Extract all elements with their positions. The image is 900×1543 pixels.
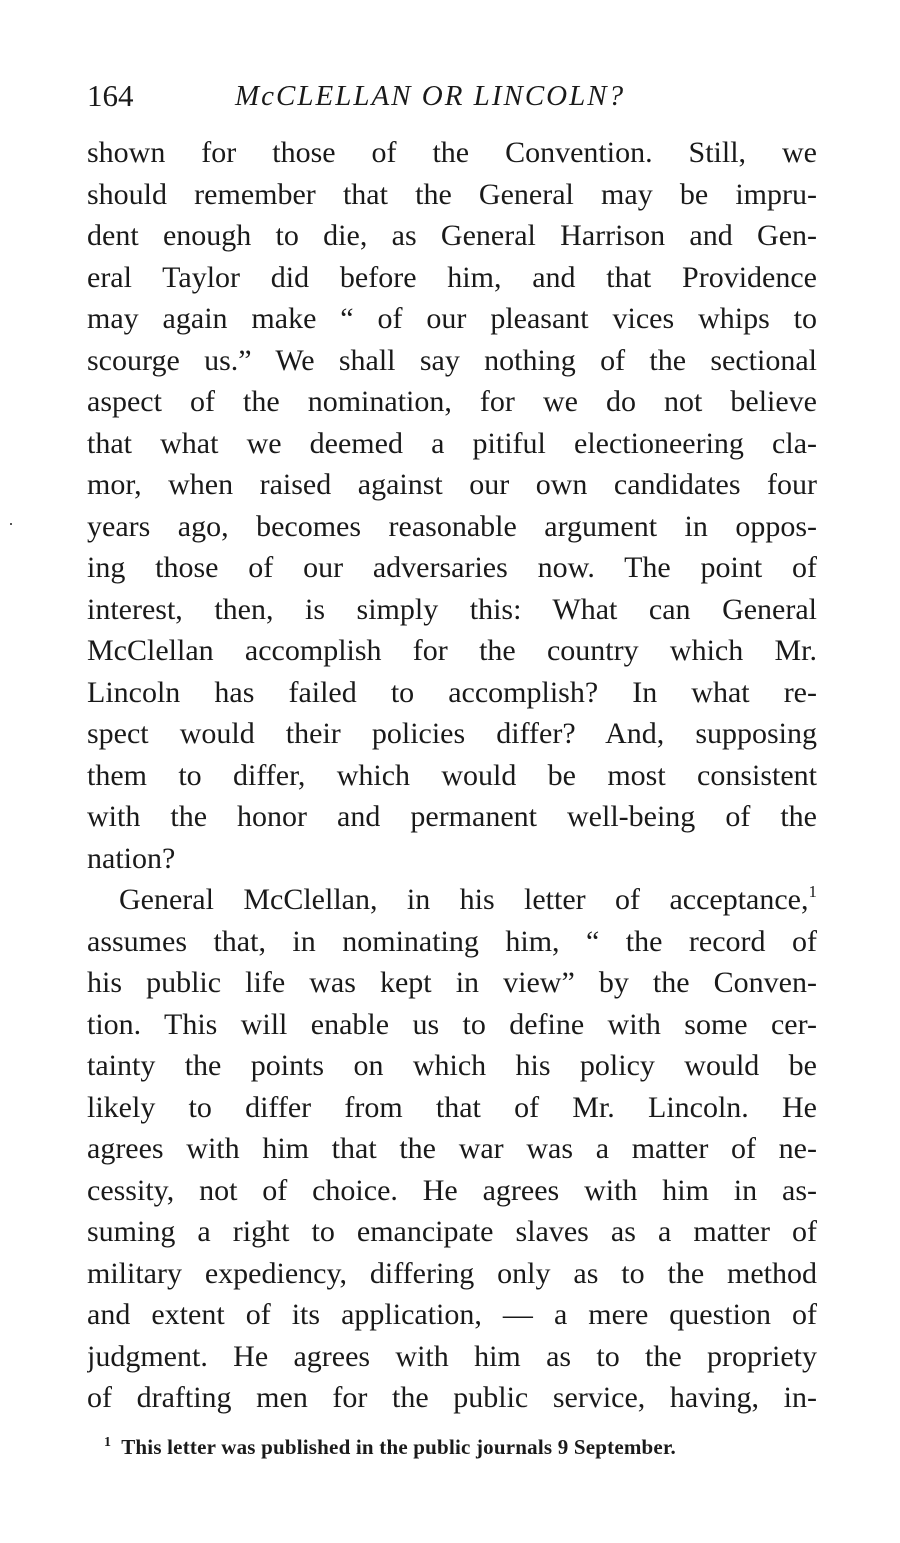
text-line: dent enough to die, as General Harrison and Gen-: [87, 219, 817, 252]
running-head: [87, 76, 817, 116]
text-line: and extent of its application, — a mere question of: [87, 1298, 817, 1331]
text-line: them to differ, which would be most consistent: [87, 758, 817, 792]
text-line: years ago, becomes reasonable argument in oppos-: [87, 509, 817, 543]
text-line: cessity, not of choice. He agrees with him in as-: [87, 1173, 817, 1207]
text-line: interest, then, is simply this: What can General: [87, 592, 817, 626]
text-line: suming a right to emancipate slaves as a matter of: [87, 1215, 817, 1248]
text-line-content: General McClellan, in his letter of acceptance,: [119, 883, 809, 916]
body-text: [87, 132, 817, 1419]
text-line: agrees with him that the war was a matter of ne-: [87, 1132, 817, 1165]
text-line: that what we deemed a pitiful electioneering cla-: [87, 426, 817, 460]
text-line: aspect of the nomination, for we do not believe: [87, 385, 817, 418]
text-line: tion. This will enable us to define with some cer-: [87, 1007, 817, 1041]
text-line: ing those of our adversaries now. The point of: [87, 551, 817, 584]
footnote-reference: 1: [808, 882, 817, 901]
page-number: 164: [87, 78, 134, 113]
text-line-with-footnote-ref: [87, 879, 817, 921]
text-line: shown for those of the Convention. Still, we: [87, 136, 817, 169]
footnote-marker: 1: [104, 1435, 112, 1450]
running-title: McCLELLAN OR LINCOLN?: [235, 80, 626, 112]
text-line: tainty the points on which his policy would be: [87, 1049, 817, 1082]
text-line: Lincoln has failed to accomplish? In what re-: [87, 675, 817, 709]
text-line: with the honor and permanent well-being of the: [87, 800, 817, 833]
text-line: assumes that, in nominating him, “ the record of: [87, 924, 817, 958]
text-line: mor, when raised against our own candidates four: [87, 468, 817, 501]
footnote: [104, 1432, 804, 1462]
text-line: spect would their policies differ? And, supposing: [87, 717, 817, 750]
text-line: his public life was kept in view” by the Conven-: [87, 966, 817, 999]
text-line: should remember that the General may be impru-: [87, 177, 817, 211]
text-line: likely to differ from that of Mr. Lincoln. He: [87, 1090, 817, 1124]
text-line: scourge us.” We shall say nothing of the sectional: [87, 343, 817, 377]
footnote-text: This letter was published in the public journals 9 September.: [121, 1435, 676, 1459]
text-line: may again make “ of our pleasant vices whips to: [87, 302, 817, 335]
text-line: military expediency, differing only as to the method: [87, 1256, 817, 1290]
text-line: nation?: [87, 841, 176, 875]
text-line: McClellan accomplish for the country which Mr.: [87, 634, 817, 667]
text-line: of drafting men for the public service, having, in-: [87, 1381, 817, 1414]
stray-ink-mark: [10, 523, 12, 525]
text-line: eral Taylor did before him, and that Providence: [87, 260, 817, 294]
text-line: judgment. He agrees with him as to the propriety: [87, 1339, 817, 1373]
